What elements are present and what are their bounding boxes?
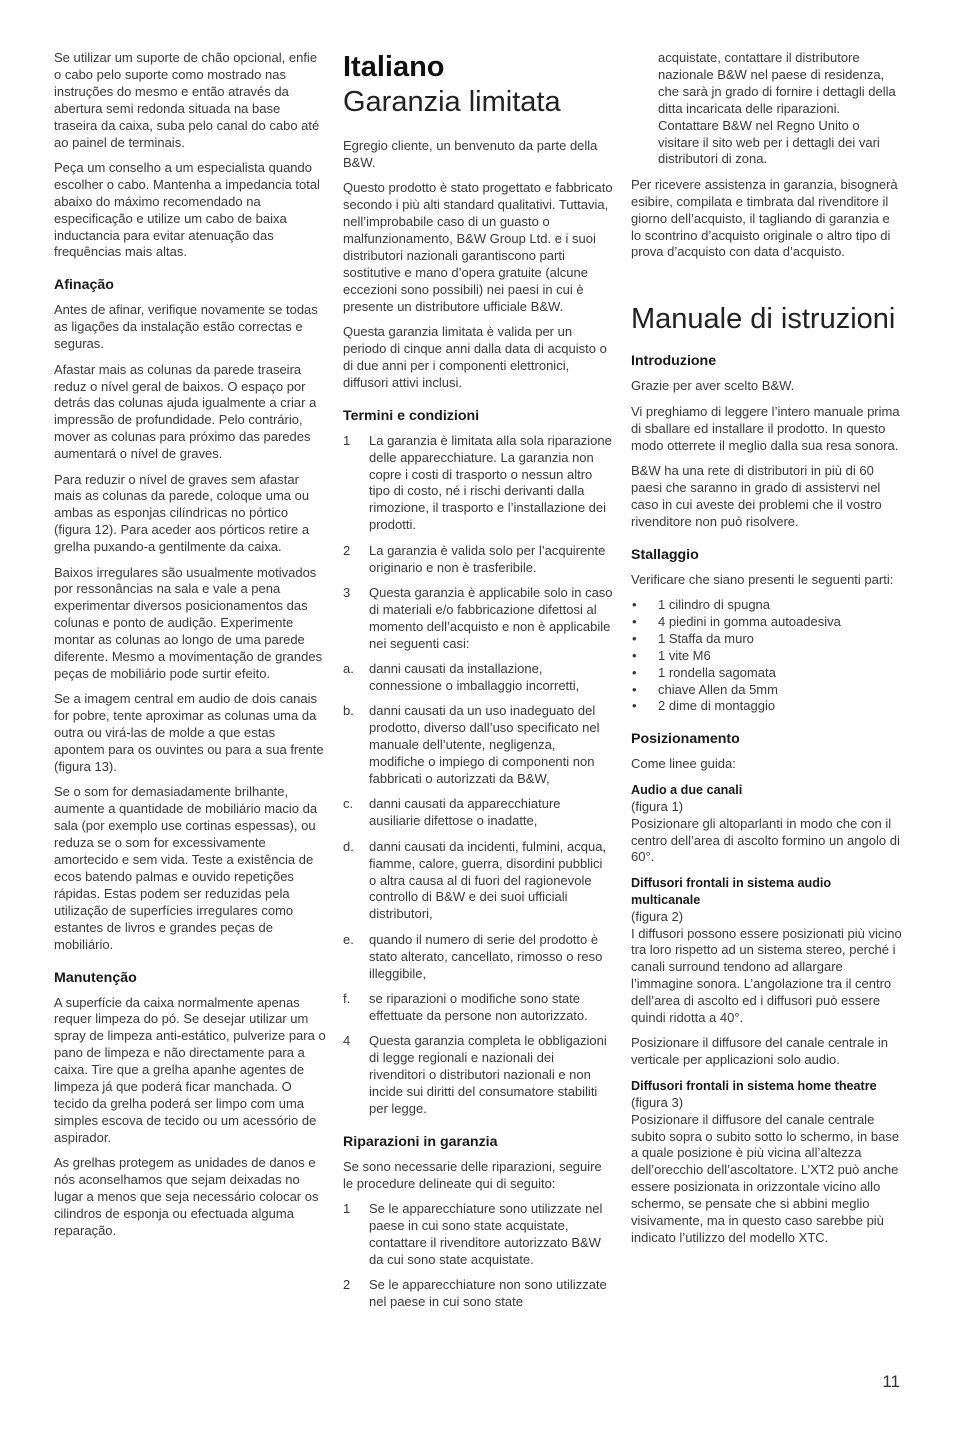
figure-reference: (figura 3) — [631, 1094, 684, 1110]
manual-title: Manuale di istruzioni — [631, 303, 896, 336]
heading-termini: Termini e condizioni — [343, 407, 480, 424]
paragraph: Posizionare il diffusore del canale centrale subito sopra o subito sotto lo schermo, in base a quale posizione è più vicina all’altezza dell’orecchio dell’ascoltatore. L’XT2 può anche essere posizionata in orizzontale vicino allo schermo, se pensate che si abbini meglio visivamente, ma in questo caso sarebbe più indicato l’utilizzo del modello XTC. — [631, 1111, 900, 1245]
list-item — [343, 585, 613, 653]
figure-reference: (figura 2) — [631, 908, 684, 924]
subheading-audio: Audio a due canali — [631, 782, 743, 797]
list-text: 1 rondella sagomata — [658, 664, 776, 680]
list-item — [631, 597, 903, 614]
section-multicanale — [631, 875, 903, 1027]
paragraph: Vi preghiamo di leggere l’intero manuale prima di sballare ed installare il prodotto. In questo modo otterrete il meglio dalla sua resa sonora. — [631, 403, 900, 453]
list-item — [631, 648, 903, 665]
paragraph-continued: acquistate, contattare il distributore nazionale B&W nel paese di residenza, che sarà jn grado di fornire i dettagli della ditta incaricata delle riparazioni. Contattare B&W nel Regno Unito o visitare il sito web per i dettagli dei vari distributori di zona. — [658, 50, 896, 167]
list-text: 1 Staffa da muro — [658, 630, 754, 646]
subheading-multicanale: Diffusori frontali in sistema audio multicanale — [631, 875, 832, 907]
bullet: • — [632, 664, 637, 680]
list-item — [343, 543, 613, 577]
heading-manutencao: Manutenção — [54, 969, 137, 986]
list-item — [631, 665, 903, 682]
paragraph: Questa garanzia limitata è valida per un periodo di cinque anni dalla data di acquisto o di due anni per i componenti elettronici, diffusori attivi inclusi. — [343, 324, 607, 390]
column-manual — [631, 50, 903, 1255]
list-item — [343, 796, 613, 830]
list-item — [343, 703, 613, 788]
paragraph: Baixos irregulares são usualmente motivados por ressonâncias na sala e vale a pena experimentar diversos posicionamentos das colunas e ponto de audição. Experimente montar as colunas ao longo de uma parede diferente. Mesmo a movimentação de grandes peças de mobiliário pode surtir efeito. — [54, 564, 323, 681]
list-number: 1 — [343, 432, 351, 448]
list-item — [343, 433, 613, 534]
list-number: 2 — [343, 542, 351, 558]
paragraph: Posizionare il diffusore del canale centrale in verticale per applicazioni solo audio. — [631, 1035, 889, 1068]
terms-list — [343, 433, 613, 1118]
paragraph: Per ricevere assistenza in garanzia, bisognerà esibire, compilata e timbrata dal rivenditore il giorno dell’acquisto, il tagliando di garanzia e lo scontrino d’acquisto originale o altro tipo di prova d’acquisto con data d’acquisto. — [631, 176, 898, 260]
list-text: danni causati da un uso inadeguato del prodotto, diverso dall’uso specificato nel manuale dell’utente, negligenza, modifiche o impiego di componenti non fabbricati o autorizzati da B&W, — [369, 703, 600, 786]
paragraph: As grelhas protegem as unidades de danos e nós aconselhamos que sejam deixadas no lugar a menos que seja necessário colocar os cilindros de esponja ou efectuada alguma reparação. — [54, 1155, 319, 1238]
paragraph: Se a imagem central em audio de dois canais for pobre, tente aproximar as colunas uma da outra ou virá-las de molde a que estas apontem para os ouvintes ou para a sua frente (figura 13). — [54, 691, 324, 775]
bullet: • — [632, 630, 637, 646]
list-item — [343, 839, 613, 924]
list-number: e. — [343, 931, 354, 947]
list-text: 2 dime di montaggio — [658, 698, 776, 714]
list-item — [343, 1277, 613, 1311]
list-number: a. — [343, 661, 354, 677]
bullet: • — [632, 698, 637, 714]
section-home-theatre — [631, 1078, 903, 1247]
list-text: Questa garanzia completa le obbligazioni di legge regionali e nazionali dei rivenditori o distributori nazionali e non incide sui diritti del consumatore stabiliti per legge. — [369, 1033, 607, 1116]
paragraph: Questo prodotto è stato progettato e fabbricato secondo i più alti standard qualitativi. Tuttavia, nell’improbabile caso di un guasto o malfunzionamento, B&W Group Ltd. e i suoi distributori nazionali garantiscono parti sostitutive e mano d’opera gratuite (alcune eccezioni sono possibili) nei paesi in cui è presente un distributore ufficiale B&W. — [343, 180, 613, 314]
bullet: • — [632, 613, 637, 629]
list-text: Questa garanzia è applicabile solo in caso di materiali e/o fabbricazione difettosi al momento dell’acquisto e non è applicabile nei seguenti casi: — [369, 584, 613, 651]
heading-stallaggio: Stallaggio — [631, 546, 699, 563]
list-number: d. — [343, 838, 354, 854]
paragraph: Peça um conselho a um especialista quando escolher o cabo. Mantenha a impedancia total abaixo do máximo recomendado na especificação e utilize um cabo de baixa inductancia para evitar atenuação das frequências mais altas. — [54, 159, 320, 260]
paragraph: I diffusori possono essere posizionati più vicino tra loro rispetto ad un sistema stereo, perché i canali surround tendono ad allargare l’immagine sonora. L’angolazione tra il centro dell’area di ascolto ed i diffusori può essere quindi ridotta a 40°. — [631, 925, 902, 1026]
list-text: se riparazioni o modifiche sono state effettuate da persone non autorizzato. — [369, 990, 588, 1023]
column-portuguese — [54, 50, 326, 1248]
language-title: Italiano — [343, 51, 445, 83]
list-text: Se le apparecchiature sono utilizzate nel paese in cui sono state acquistate, contattare il rivenditore autorizzato B&W da cui sono state acquistate. — [369, 1201, 603, 1267]
list-number: 2 — [343, 1277, 351, 1293]
bullet: • — [632, 597, 637, 613]
list-number: 1 — [343, 1201, 351, 1217]
paragraph: Verificare che siano presenti le seguenti parti: — [631, 571, 894, 587]
paragraph: Se sono necessarie delle riparazioni, seguire le procedure delineate qui di seguito: — [343, 1158, 602, 1191]
page-number: 11 — [882, 1372, 900, 1391]
paragraph: Posizionare gli altoparlanti in modo che con il centro dell’area di ascolto formino un angolo di 60°. — [631, 815, 900, 865]
list-number: 4 — [343, 1033, 351, 1049]
paragraph: Come linee guida: — [631, 756, 736, 772]
warranty-title: Garanzia limitata — [343, 86, 561, 118]
list-item — [343, 932, 613, 983]
heading-introduzione: Introduzione — [631, 353, 717, 370]
list-text: 1 cilindro di spugna — [658, 597, 771, 613]
list-text: 1 vite M6 — [658, 647, 711, 663]
list-text: 4 piedini in gomma autoadesiva — [658, 613, 841, 629]
paragraph: Antes de afinar, verifique novamente se todas as ligações da instalação estão correctas e seguras. — [54, 302, 318, 352]
list-item — [343, 661, 613, 695]
list-item — [343, 991, 613, 1025]
paragraph: Egregio cliente, un benvenuto da parte della B&W. — [343, 138, 598, 170]
figure-reference: (figura 1) — [631, 798, 684, 814]
bullet: • — [632, 647, 637, 663]
list-text: quando il numero di serie del prodotto è stato alterato, cancellato, rimosso o reso illeggibile, — [369, 931, 603, 981]
list-text: danni causati da apparecchiature ausiliarie difettose o inadatte, — [369, 796, 561, 829]
paragraph: B&W ha una rete di distributori in più di 60 paesi che saranno in grado di assistervi nel caso in cui aveste dei problemi che il vostro rivenditore non può risolvere. — [631, 463, 882, 529]
list-number: f. — [343, 990, 351, 1006]
list-item — [631, 682, 903, 699]
paragraph: A superfície da caixa normalmente apenas requer limpeza do pó. Se desejar utilizar um spray de limpeza anti-estático, pulverize para o pano de limpeza e não directamente para a caixa. Tire que a grelha apanhe agentes de limpeza já que poderá ficar manchada. O tecido da grelha poderá ser limpo com uma simples escova de tecido ou um acessório de aspirador. — [54, 994, 326, 1145]
paragraph: Para reduzir o nível de graves sem afastar mais as colunas da parede, coloque uma ou ambas as esponjas cilíndricas no pórtico (figura 12). Para aceder aos pórticos retire a grelha puxando-a gentilmente da caixa. — [54, 471, 310, 555]
heading-posizionamento: Posizionamento — [631, 731, 740, 748]
paragraph: Se utilizar um suporte de chão opcional, enfie o cabo pelo suporte como mostrado nas instruções do mesmo e então através da abertura semi redonda situada na base traseira da caixa, suba pelo canal do cabo até ao painel de terminais. — [54, 50, 320, 150]
list-item — [631, 631, 903, 648]
heading-riparazioni: Riparazioni in garanzia — [343, 1133, 498, 1150]
list-text: danni causati da incidenti, fulmini, acqua, fiamme, calore, guerra, disordini pubblici o altra causa al di fuori del ragionevole controllo di B&W e dei suoi ufficiali distributori, — [369, 838, 607, 922]
list-item — [631, 698, 903, 715]
paragraph: Grazie per aver scelto B&W. — [631, 378, 795, 394]
bullet: • — [632, 681, 637, 697]
subheading-home-theatre: Diffusori frontali in sistema home theatre — [631, 1078, 877, 1093]
paragraph: Se o som for demasiadamente brilhante, aumente a quantidade de mobiliário macio da sala (por exemplo use cortinas espessas), ou reduza se o som for excessivamente amortecido e sem vida. Teste a existência de ecos batendo palmas e ouvido repetições rápidas. Estas podem ser reduzidas pela utilização de superfícies irregulares como estantes de livros e grandes peças de mobiliário. — [54, 784, 318, 952]
paragraph: Afastar mais as colunas da parede traseira reduz o nível geral de baixos. O espaço por detrás das colunas ajuda igualmente a criar a impressão de profundidade. Pelo contrário, mover as colunas para próximo das paredes aumentará o nível de graves. — [54, 361, 317, 462]
column-warranty — [343, 50, 613, 1320]
list-text: danni causati da installazione, connessione o imballaggio incorretti, — [369, 661, 580, 693]
parts-list — [631, 597, 903, 715]
list-text: La garanzia è limitata alla sola riparazione delle apparecchiature. La garanzia non copre i costi di trasporto o nessun altro tipo di costo, né i rischi derivanti dalla rimozione, il trasporto e l’installazione dei prodotti. — [369, 432, 612, 533]
heading-afinacao: Afinação — [54, 277, 114, 294]
list-item — [631, 614, 903, 631]
list-number: b. — [343, 703, 354, 719]
list-text: La garanzia è valida solo per l’acquirente originario e non è trasferibile. — [369, 542, 606, 575]
list-text: chiave Allen da 5mm — [658, 681, 778, 697]
list-item — [343, 1201, 613, 1269]
repairs-list — [343, 1201, 613, 1311]
section-audio-due-canali — [631, 782, 903, 867]
list-number: 3 — [343, 584, 351, 600]
list-item — [343, 1033, 613, 1118]
list-number: c. — [343, 796, 354, 812]
list-text: Se le apparecchiature non sono utilizzate nel paese in cui sono state — [369, 1277, 607, 1310]
